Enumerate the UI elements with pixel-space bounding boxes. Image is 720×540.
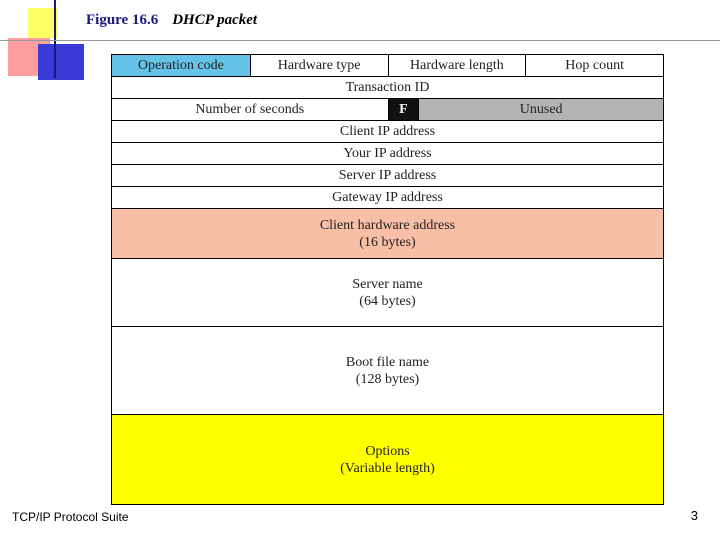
client-hardware-label: Client hardware address [319,217,456,233]
field-unused: Unused [418,99,663,120]
field-your-ip: Your IP address [343,146,432,161]
packet-row-client-hardware [112,209,663,259]
server-name-size: (64 bytes) [359,293,416,309]
packet-row-client-ip [112,121,663,143]
field-hardware-length: Hardware length [388,55,526,76]
server-name-label: Server name [352,276,423,292]
field-server-name [112,259,663,326]
decor-vertical-line [54,0,56,78]
boot-file-size: (128 bytes) [355,371,420,387]
boot-file-label: Boot file name [345,354,430,370]
field-client-hardware-address [112,209,663,258]
field-server-ip: Server IP address [338,168,437,183]
field-operation-code: Operation code [112,55,250,76]
field-hop-count: Hop count [525,55,663,76]
packet-row-transaction [112,77,663,99]
field-transaction-id: Transaction ID [345,80,430,95]
field-flag: F [388,99,419,120]
decor-horizontal-line [0,40,720,41]
decor-blue-square [38,44,84,80]
packet-row-options [112,415,663,504]
footer-page-number: 3 [690,508,698,523]
packet-row-server-ip [112,165,663,187]
packet-row-header [112,55,663,77]
field-hardware-type: Hardware type [250,55,388,76]
dhcp-packet-diagram [111,54,664,505]
figure-name: DHCP packet [172,12,258,28]
field-boot-file-name [112,327,663,414]
field-options [112,415,663,504]
footer-course-title: TCP/IP Protocol Suite [12,510,129,524]
figure-number: Figure 16.6 [86,12,159,28]
packet-row-your-ip [112,143,663,165]
figure-title [86,12,257,29]
field-gateway-ip: Gateway IP address [332,190,443,205]
packet-row-gateway-ip [112,187,663,209]
packet-row-seconds [112,99,663,121]
packet-row-server-name [112,259,663,327]
client-hardware-size: (16 bytes) [359,234,416,250]
options-size: (Variable length) [340,460,435,476]
packet-row-boot-file [112,327,663,415]
field-number-of-seconds: Number of seconds [195,102,305,117]
options-label: Options [365,443,410,459]
field-client-ip: Client IP address [339,124,436,139]
